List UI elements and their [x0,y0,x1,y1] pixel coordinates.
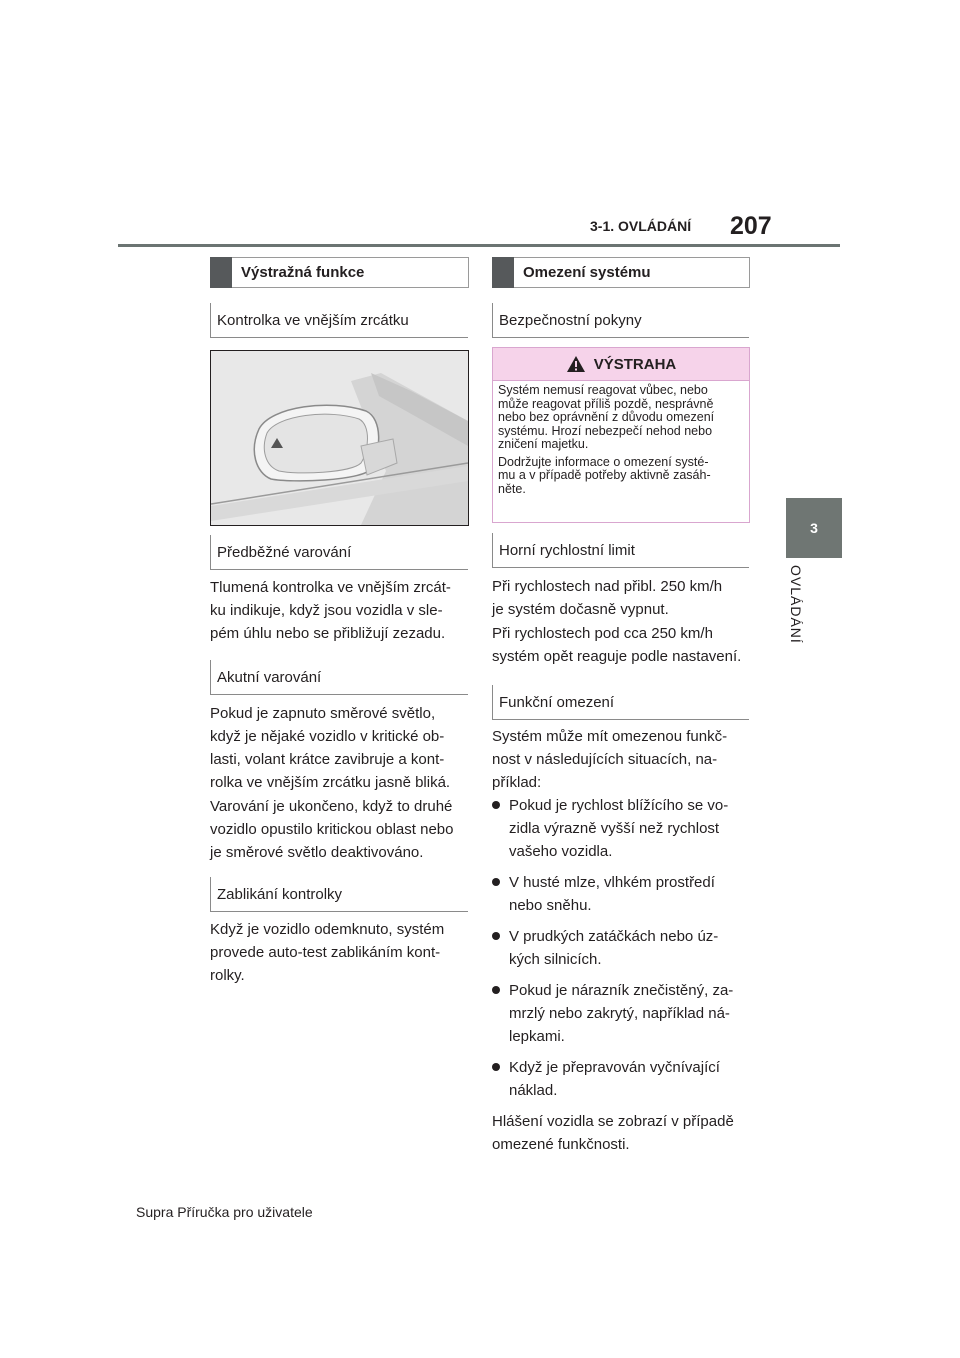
page-number: 207 [730,212,772,240]
text-line: Systém nemusí reagovat vůbec, nebo [498,383,708,397]
paragraph-pre-warning [210,576,472,645]
text-line: ku indikuje, když jsou vozidla v sle- [210,602,443,619]
text-line: Při rychlostech nad přibl. 250 km/h [492,578,723,595]
warning-header [493,348,749,381]
list-item [492,871,756,917]
text-line: lasti, volant krátce zavibruje a kont- [210,751,445,768]
heading-marker [492,257,514,288]
text-line: může reagovat příliš pozdě, nesprávně [498,396,714,411]
section-heading-label: Omezení systému [523,264,651,281]
mirror-illustration [210,350,469,526]
section-heading-system-limits [492,257,750,288]
bullet-icon [492,932,500,940]
text-line: vašeho vozidla. [509,843,613,860]
text-line: Tlumená kontrolka ve vnějším zrcát- [210,579,451,596]
bullet-icon [492,986,500,994]
paragraph-warning-end [210,795,472,864]
subheading-safety-notes: Bezpečnostní pokyny [492,303,749,338]
text-line: Dodržujte informace o omezení systé- [498,454,709,469]
chapter-label: OVLÁDÁNÍ [788,565,804,644]
text-line: Hlášení vozidla se zobrazí v případě [492,1113,734,1130]
text-line: Pokud je nárazník znečistěný, za- [509,982,734,999]
section-heading-label: Výstražná funkce [241,264,365,281]
list-item [492,794,756,863]
text-line: nebo bez oprávnění z důvodu omezení [498,410,715,424]
text-line: V husté mlze, vlhkém prostředí [509,874,715,891]
text-line: nebo sněhu. [509,897,592,914]
text-line: je směrové světlo deaktivováno. [210,844,424,861]
text-line: provede auto-test zablikáním kont- [210,944,441,961]
text-line: když je nějaké vozidlo v kritické ob- [210,728,445,745]
warning-text-2 [493,456,749,497]
header-rule [118,244,840,247]
text-line: zničení majetku. [498,437,589,451]
section-heading-warning-function [210,257,469,288]
text-line: V prudkých zatáčkách nebo úz- [509,928,719,945]
section-title: 3-1. OVLÁDÁNÍ [590,218,692,234]
text-line: Pokud je zapnuto směrové světlo, [210,705,436,722]
list-item [492,925,756,971]
subheading-indicator-flash: Zablikání kontrolky [210,877,468,912]
text-line: zidla výrazně vyšší než rychlost [509,820,720,837]
paragraph-acute-warning [210,702,472,794]
text-line: rolka ve vnějším zrcátku jasně bliká. [210,774,451,791]
list-item [492,1056,756,1102]
text-line: Systém může mít omezenou funkč- [492,728,728,745]
bullet-icon [492,1063,500,1071]
text-line: nost v následujících situacích, na- [492,751,718,768]
warning-box [492,347,750,523]
text-line: vozidlo opustilo kritickou oblast nebo [210,821,454,838]
bullet-icon [492,878,500,886]
text-line: Když je vozidlo odemknuto, systém [210,921,445,938]
text-line: kých silnicích. [509,951,602,968]
text-line: systému. Hrozí nebezpečí nehod nebo [498,423,713,438]
text-line: mrzlý nebo zakrytý, například ná- [509,1005,730,1022]
text-line: Pokud je rychlost blížícího se vo- [509,797,729,814]
text-line: lepkami. [509,1028,565,1045]
paragraph-functional-limits [492,725,754,794]
paragraph-speed-below [492,622,754,668]
text-line: je systém dočasně vypnut. [492,601,669,618]
text-line: Varování je ukončeno, když to druhé [210,798,453,815]
warning-text-1 [493,384,749,452]
mirror-image [211,351,468,525]
text-line: Při rychlostech pod cca 250 km/h [492,625,713,642]
text-line: systém opět reaguje podle nastavení. [492,648,742,665]
subheading-mirror-indicator: Kontrolka ve vnějším zrcátku [210,303,468,338]
subheading-upper-speed-limit: Horní rychlostní limit [492,533,749,568]
text-line: náklad. [509,1082,558,1099]
warning-triangle-icon [566,355,586,373]
text-line: příklad: [492,774,542,791]
heading-marker [210,257,232,288]
text-line: mu a v případě potřeby aktivně zasáh- [498,468,711,482]
list-item [492,979,756,1048]
footer-manual-title: Supra Příručka pro uživatele [136,1204,313,1220]
subheading-pre-warning: Předběžné varování [210,535,468,570]
chapter-tab: 3 [786,498,842,558]
limitations-list [492,794,756,1156]
paragraph-vehicle-message [492,1110,756,1156]
paragraph-speed-above [492,575,754,621]
text-line: něte. [498,481,526,496]
subheading-functional-limits: Funkční omezení [492,685,749,720]
text-line: omezené funkčnosti. [492,1136,630,1153]
text-line: rolky. [210,967,245,984]
text-line: Když je přepravován vyčnívající [509,1059,720,1076]
paragraph-indicator-flash [210,918,472,987]
bullet-icon [492,801,500,809]
subheading-acute-warning: Akutní varování [210,660,468,695]
warning-title: VÝSTRAHA [593,355,677,373]
text-line: pém úhlu nebo se přibližují zezadu. [210,625,446,642]
